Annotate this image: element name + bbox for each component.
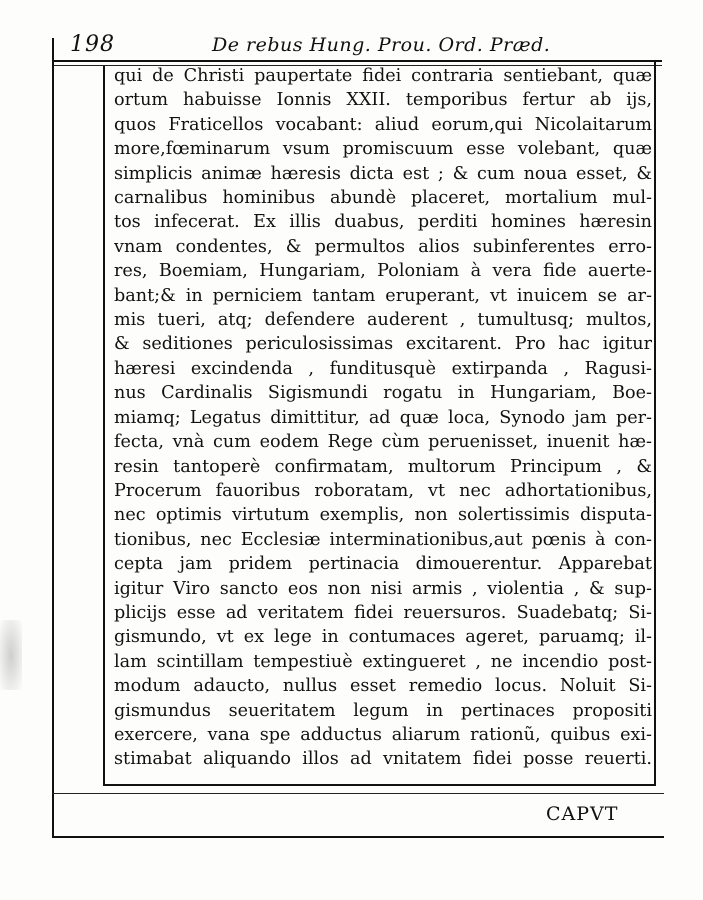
frame-rule-bottom-lowest bbox=[52, 836, 664, 838]
text-line: plicijs esse ad veritatem fidei reuersuros. Suadebatq; Si- bbox=[114, 602, 652, 623]
text-line: simplicis animæ hæresis dicta est ; & cum noua esset, & bbox=[114, 163, 652, 184]
text-line: carnalibus hominibus abundè placeret, mortalium mul- bbox=[114, 188, 652, 209]
text-line: & seditiones periculosissimas excitarent. Pro hac igitur bbox=[114, 334, 652, 355]
body-text bbox=[114, 64, 654, 772]
page-header bbox=[60, 32, 660, 60]
text-line: qui de Christi paupertate fidei contraria sentiebant, quæ bbox=[114, 66, 652, 86]
text-line: more,fœminarum vsum promiscuum esse volebant, quæ bbox=[114, 139, 652, 160]
text-line: igitur Viro sancto eos non nisi armis , violentia , & sup- bbox=[114, 578, 652, 599]
frame-rule-right bbox=[654, 60, 656, 784]
text-line: nec optimis virtutum exemplis, non solertissimis disputa- bbox=[114, 505, 652, 526]
text-line: miamq; Legatus dimittitur, ad quæ loca, Synodo jam per- bbox=[114, 407, 652, 428]
frame-rule-left bbox=[52, 38, 54, 838]
frame-rule-bottom-outer bbox=[52, 793, 664, 794]
catchword: CAPVT bbox=[546, 803, 619, 825]
text-line: hæresi excindenda , funditusquè extirpanda , Ragusi- bbox=[114, 358, 652, 379]
text-line: cepta jam pridem pertinacia dimouerentur. Apparebat bbox=[114, 554, 652, 575]
frame-rule-bottom bbox=[103, 784, 656, 786]
text-line: gismundo, vt ex lege in contumaces ageret, paruamq; il- bbox=[114, 627, 652, 648]
text-line: tos infecerat. Ex illis duabus, perditi homines hæresin bbox=[114, 212, 652, 233]
text-line: resin tantoperè confirmatam, multorum Principum , & bbox=[114, 456, 652, 477]
text-line: mis tueri, atq; defendere auderent , tumultusq; multos, bbox=[114, 310, 652, 331]
text-line: vnam condentes, & permultos alios subinferentes erro- bbox=[114, 236, 652, 257]
text-line: fecta, vnà cum eodem Rege cùm peruenisset, inuenit hæ- bbox=[114, 432, 652, 453]
text-line: bant;& in perniciem tantam eruperant, vt inuicem se ar- bbox=[114, 285, 652, 306]
text-line: ortum habuisse Ionnis XXII. temporibus fertur ab ijs, bbox=[114, 90, 652, 111]
page-stain bbox=[0, 620, 22, 690]
text-line: quos Fraticellos vocabant: aliud eorum,qui Nicolaitarum bbox=[114, 114, 652, 135]
page-number: 198 bbox=[70, 32, 115, 57]
frame-rule-left-inner bbox=[103, 66, 105, 784]
text-line: gismundus seueritatem legum in pertinaces propositi bbox=[114, 700, 652, 721]
text-line: exercere, vana spe adductus aliarum rationũ, quibus exi- bbox=[114, 724, 652, 745]
running-head: De rebus Hung. Prou. Ord. Præd. bbox=[212, 34, 551, 56]
text-line: res, Boemiam, Hungariam, Poloniam à vera fide auerte- bbox=[114, 261, 652, 282]
frame-rule-top bbox=[52, 60, 662, 62]
text-line: stimabat aliquando illos ad vnitatem fidei posse reuerti. bbox=[114, 749, 652, 770]
text-line: lam scintillam tempestiuè extingueret , ne incendio post- bbox=[114, 651, 652, 672]
text-line: tionibus, nec Ecclesiæ interminationibus,aut pœnis à con- bbox=[114, 529, 652, 550]
text-line: nus Cardinalis Sigismundi rogatu in Hungariam, Boe- bbox=[114, 383, 652, 404]
text-line: modum adaucto, nullus esset remedio locus. Noluit Si- bbox=[114, 676, 652, 697]
text-line: Procerum fauoribus roboratam, vt nec adhortationibus, bbox=[114, 480, 652, 501]
